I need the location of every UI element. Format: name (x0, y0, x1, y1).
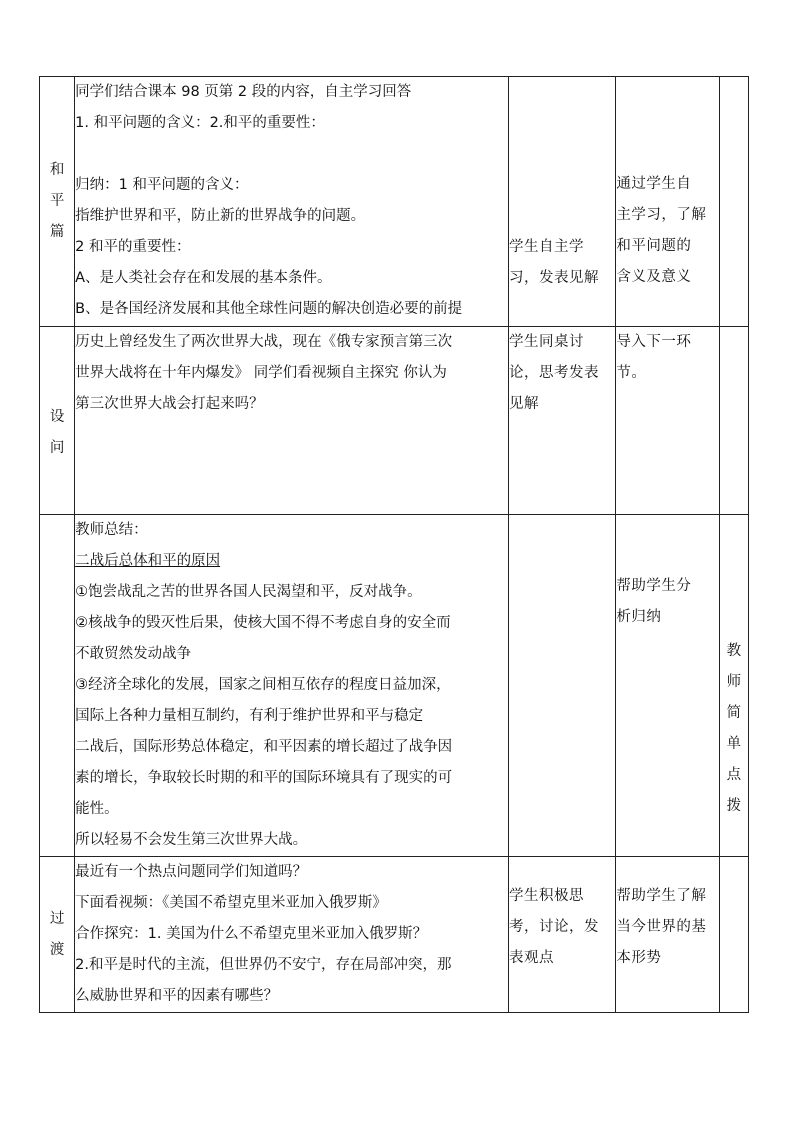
question-content: 历史上曾经发生了两次世界大战，现在《俄专家预言第三次 世界大战将在十年内爆发》 同学们看视频自主探究 你认为 第三次世界大战会打起来吗？ (75, 327, 509, 515)
section-label-peace: 和 平 篇 (40, 77, 75, 327)
summary-subheading: 二战后总体和平的原因 (75, 553, 221, 569)
summary-student-activity (508, 515, 615, 857)
summary-content: 教师总结： 二战后总体和平的原因 ①饱尝战乱之苦的世界各国人民渴望和平，反对战争。 ②核战争的毁灭性后果，使核大国不得不考虑自身的安全而 不敢贸然发动战争 ③经济全球化的发展，国家之间相互依存的程度日益加深， 国际上各种力量相互制约，有利于维护世界和平与稳定 二战后，国际形势总体稳定，和平因素的增长超过了战争因 素的增长，争取较长时期的和平的国际环境具有了现实的可 能性。 所以轻易不会发生第三次世界大战。 (75, 515, 509, 857)
transition-note (719, 857, 748, 1013)
table-row-transition (40, 857, 749, 1013)
question-purpose: 导入下一环 节。 (616, 327, 719, 515)
transition-content: 最近有一个热点问题同学们知道吗？ 下面看视频：《美国不希望克里米亚加入俄罗斯》 合作探究：1. 美国为什么不希望克里米亚加入俄罗斯？ 2.和平是时代的主流，但世界仍不安宁，存在局部冲突，那 么威胁世界和平的因素有哪些？ (75, 857, 509, 1013)
peace-student-activity: 学生自主学 习，发表见解 (508, 77, 615, 327)
section-label-summary (40, 515, 75, 857)
lesson-plan-table (39, 76, 749, 1013)
summary-purpose: 帮助学生分 析归纳 (616, 515, 719, 857)
summary-note: 教 师 简 单 点 拨 (719, 515, 748, 857)
transition-student-activity: 学生积极思 考，讨论，发 表观点 (508, 857, 615, 1013)
peace-note (719, 77, 748, 327)
section-label-question: 设 问 (40, 327, 75, 515)
peace-content: 同学们结合课本 98 页第 2 段的内容，自主学习回答 1. 和平问题的含义：2.和平的重要性： 归纳：1 和平问题的含义： 指维护世界和平，防止新的世界战争的问题。 2 和平的重要性： A、是人类社会存在和发展的基本条件。 B、是各国经济发展和其他全球性问题的解决创造必要的前提 (75, 77, 509, 327)
section-label-transition: 过 渡 (40, 857, 75, 1013)
peace-purpose: 通过学生自 主学习，了解 和平问题的 含义及意义 (616, 77, 719, 327)
table-row-summary (40, 515, 749, 857)
question-note (719, 327, 748, 515)
question-student-activity: 学生同桌讨 论，思考发表 见解 (508, 327, 615, 515)
table-row-peace (40, 77, 749, 327)
table-row-question (40, 327, 749, 515)
transition-purpose: 帮助学生了解 当今世界的基 本形势 (616, 857, 719, 1013)
